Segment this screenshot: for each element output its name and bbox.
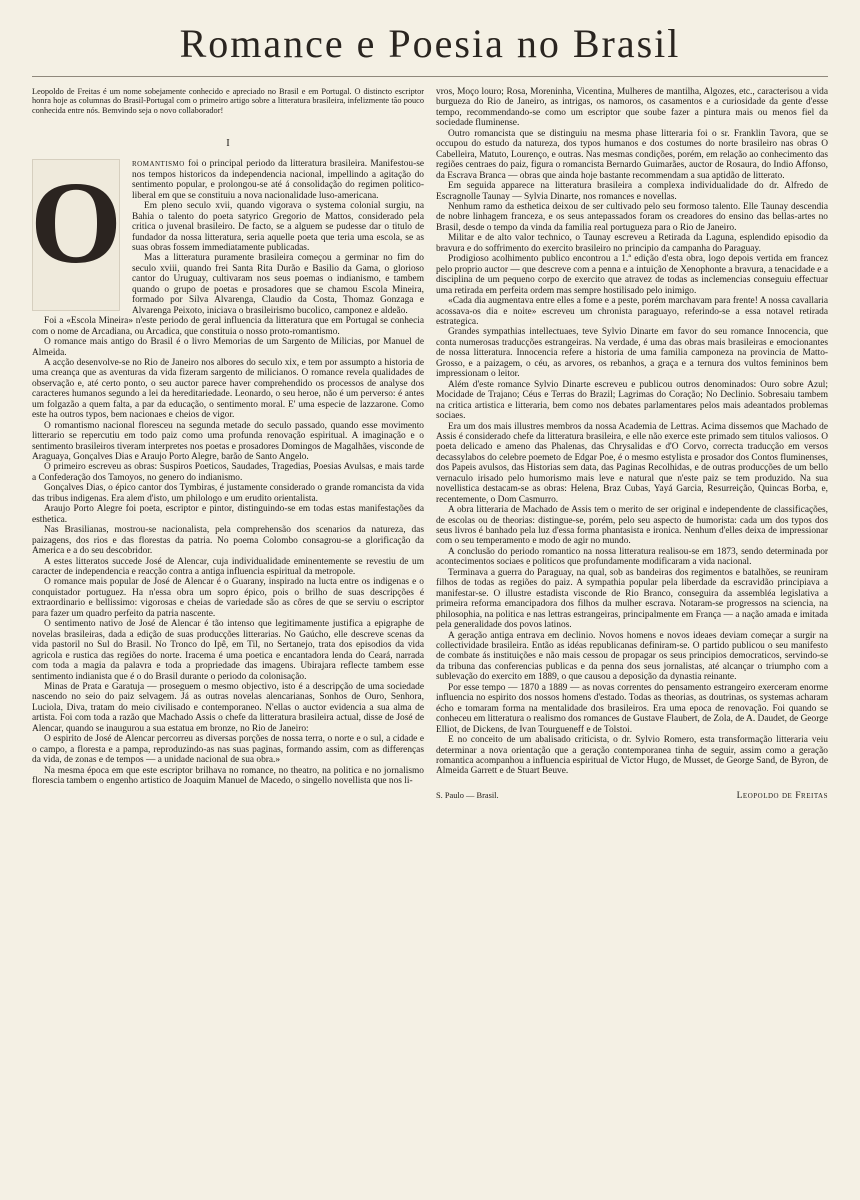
section-number: I — [226, 137, 230, 149]
title-rule — [32, 76, 828, 77]
article-paragraph: Na mesma época em que este escriptor brilhava no romance, no theatro, na politica e no jornalismo florescia tambem o engenho artistico de Joaquim Manuel de Macedo, o singello novellista que nos li- — [32, 765, 424, 787]
article-paragraph: Militar e de alto valor technico, o Taunay escreveu a Retirada da Laguna, esplendido episodio da bravura e do soffrimento do exercito brasileiro no principio da campanha do Paraguay. — [436, 233, 828, 254]
article-paragraph: Minas de Prata e Garatuja — proseguem o mesmo objectivo, isto é a descripção de uma sociedade nascendo no seio do paiz selvagem. Já as outras novelas alencarianas, Sonhos de Ouro, Senhora, Luciola, Diva, tratam do meio civilisado e contemporaneo. N'ellas o auctor evidencia a sua alma de artista. Foi com toda a razão que Machado Assis o chefe da litteratura brasileira actual, disse de José de Alencar, quando se inaugurou a sua estatua em bronze, no Rio de Janeiro: — [32, 682, 424, 734]
left-column — [32, 87, 424, 801]
article-paragraph: Nas Brasilianas, mostrou-se nacionalista, pela comprehensão dos scenarios da natureza, das paizagens, dos rios e das florestas da patria. No poema Colombo consagrou-se a glorificação da America e a do seu descobridor. — [32, 525, 424, 557]
article-columns — [32, 87, 828, 801]
article-paragraph: A conclusão do periodo romantico na nossa litteratura realisou-se em 1873, sendo determinada por acontecimentos sociaes e politicos que profundamente modificaram a vida nacional. — [436, 546, 828, 568]
article-paragraph: A acção desenvolve-se no Rio de Janeiro nos albores do seculo xix, e tem por assumpto a historia de uma creança que as aventuras da vida fizeram sargento de milicianos. O romance revela qualidades de observação e, até certo ponto, o seu auctor parece haver comprehendido os processos de analyse dos caracteres humanos segundo a lei da hereditariedade. Leonardo, o seu heroe, não é um perverso: é antes um folgazão a quem falta, a par da educação, o sentimento moral. E' uma especie de lazzarone. Como este ha outros typos, bem nacionaes e cheios de vigor. — [32, 357, 424, 421]
article-paragraph: Outro romancista que se distinguiu na mesma phase litteraria foi o sr. Franklin Tavora, que se occupou do estudo da natureza, dos typos humanos e dos costumes do norte brasileiro nas obras O Cabelleira, Matuto, Lourenço, e outras. Nas mesmas condições, porém, em relação ao conhecimento das regiões centraes do paiz, figura o romancista Bernardo Guimarães, auctor de Rosaura, do Indio Affonso, da Escrava Branca — obras que ainda hoje bastante recommendam a sua aptidão de litterato. — [436, 128, 828, 181]
signature-line — [436, 791, 828, 801]
dropcap-letter: O — [30, 157, 122, 289]
article-paragraph: Araujo Porto Alegre foi poeta, escriptor e pintor, distinguindo-se em todas estas manifestações da esthetica. — [32, 504, 424, 525]
article-paragraph: «Cada dia augmentava entre elles a fome e a peste, porém marchavam para frente! A nossa cavallaria acossava-os dia e noite» escreveu um chronista paraguayo, referindo-se a essa notavel retirada estrategica. — [436, 296, 828, 327]
article-paragraph: O romance mais antigo do Brasil é o livro Memorias de um Sargento de Milicias, por Manuel de Almeida. — [32, 337, 424, 358]
article-paragraph: Por esse tempo — 1870 a 1889 — as novas correntes do pensamento estrangeiro exerceram enorme influencia no espirito dos nossos homens d'estado. Todas as theorias, as doutrinas, os systemas acharam écho e tomaram forma na mentalidade dos brasileiros. Era uma epoca de renovação. Foi quando se conheceu em litteratura o realismo dos romances de Gustave Flaubert, de Zola, de A. Daudet, de George Elliot, de Dickens, de Ivan Tourgueneff e de Tolstoi. — [436, 682, 828, 735]
article-paragraph: Gonçalves Dias, o épico cantor dos Tymbiras, é justamente considerado o grande romancista da vida das tribus indigenas. Era alem d'isto, um philologo e um erudito orientalista. — [32, 483, 424, 504]
article-paragraph: O sentimento nativo de José de Alencar é tão intenso que legitimamente justifica a epigraphe de novelas brasileiras, dada a edição de suas producções litterarias. No Gaúcho, elle descreve scenas da vida pastoril no Sul do Brasil. No Tronco do Ipê, em Til, no Sertanejo, trata dos episodios da vida agricola e rustica das regiões do norte. Iracema é uma poetica e encantadora lenda do Ceará, narrada com toda a magia da palavra e toda a propriedade das imagens. Ubirajara reflecte tambem esse sentimento indianista que é o do Brasil durante o periodo da colonisação. — [32, 619, 424, 682]
article-paragraph: O romance mais popular de José de Alencar é o Guarany, inspirado na lucta entre os indigenas e o conquistador portuguez. Ha n'essa obra um sopro épico, pois o brilho de suas descripções é extraordinario e bellissimo: vigorosas e cheias de variedade são as côres de que se serviu o escriptor para fazer um quadro perfeito da patria nascente. — [32, 577, 424, 619]
article-paragraph: A estes litteratos succede José de Alencar, cuja individualidade eminentemente se revestiu de um caracter de independencia e reacção contra a antiga influencia espiritual da metropole. — [32, 556, 424, 578]
article-paragraph: Em pleno seculo xvii, quando vigorava o systema colonial surgiu, na Bahia o talento do poeta satyrico Gregorio de Mattos, considerado pela critica o juvenal brasileiro. De facto, se a alguem se pudesse dar o titulo de fundador da nossa litteratura, seria aquelle poeta que teria uma escola, se as suas obras fossem immediatamente publicadas. — [132, 201, 424, 253]
lead-word: romantismo — [132, 159, 185, 170]
article-paragraph: Nenhum ramo da esthetica deixou de ser cultivado pelo seu formoso talento. Elle Taunay descendia de nobre linhagem franceza, e os seus antepassados foram os creadores do ensino das bellas-artes no Brasil, desde o tempo da vinda da familia real portugueza para o Rio de Janeiro. — [436, 201, 828, 233]
article-paragraph: Era um dos mais illustres membros da nossa Academia de Lettras. Acima dissemos que Machado de Assis é considerado chefe da litteratura brasileira, e elle não exerce este primado sem titulos valiosos. O poeta delicado e ameno das Phalenas, das Chrysalidas e d'O Corvo, correcta traducção em versos decassylabos do celebre poemeto de Edgar Poe, é o mesmo estylista e prosador dos Contos fluminenses, dos Papeis avulsos, das Historias sem data, das Paginas Recolhidas, e de outras producções de um bello vernaculo irisado pelo humorismo mais leve e natural que n'este paiz se tem produzido. Na sua novellistica destacam-se as obras: Helena, Braz Cubas, Yayá Garcia, Resurreição, Quincas Borba, e, recentemente, o Dom Casmurro. — [436, 421, 828, 505]
article-paragraph: Grandes sympathias intellectuaes, teve Sylvio Dinarte em favor do seu romance Innocencia, que conta numerosas traducções estrangeiras. Na verdade, é uma das obras mais brasileiras e emocionantes de nossa litteratura. Innocencia refere a historia de uma familia camponeza na provincia de Matto-Grosso, e a paizagem, o céu, as arvores, os rebanhos, a graça e a ternura dos vultos femininos bem impressionam o leitor. — [436, 327, 828, 380]
article-paragraph: Além d'este romance Sylvio Dinarte escreveu e publicou outros denominados: Ouro sobre Azul; Mocidade de Trajano; Céus e Terras do Brazil; Lagrimas do Coração; No Declinio. Sobresaiu tambem na critica artistica e litteraria, bem como nos debates parlamentares pelos mais adeantados problemas sociaes. — [436, 379, 828, 422]
dropcap-illustration — [32, 159, 120, 311]
page-title: Romance e Poesia no Brasil — [179, 21, 681, 66]
author-name: Leopoldo de Freitas — [736, 789, 828, 801]
article-paragraph: Terminava a guerra do Paraguay, na qual, sob as bandeiras dos regimentos e batalhões, se reuniram filhos de todas as regiões do paiz. A sympathia popular pela liberdade da escravidão principiava a manifestar-se. O illustre estadista visconde de Rio Branco, conseguira da assembléa legislativa a primeira reforma emancipadora dos filhos da mulher escrava. Notaram-se progressos na sciencia, na philosophia, na politica e nas lettras estrangeiras, principalmente em França — a nação amada e imitada pela generalidade dos povos latinos. — [436, 567, 828, 631]
article-paragraph: O romantismo nacional floresceu na segunda metade do seculo passado, quando esse movimento litterario se repercutiu em todo paiz como uma profunda renovação espiritual. A imaginação e o sentimento brasileiros tiveram interpretes nos poetas e prosadores Domingos de Magalhães, visconde de Araguaya, Gonçalves Dias e Araujo Porto Alegre, barão de Santo Angelo. — [32, 420, 424, 463]
editor-intro: Leopoldo de Freitas é um nome sobejamente conhecido e apreciado no Brasil e em Portugal. O distincto escriptor honra hoje as columnas do Brasil-Portugal com o primeiro artigo sobre a litteratura brasileira, infelizmente tão pouco conhecida entre nós. Bemvindo seja o novo collaborador! — [32, 87, 424, 115]
paragraph-text: foi o principal periodo da litteratura brasileira. Manifestou-se nos tempos historicos da independencia nacional, impellindo a agitação do sentimento popular, e prolongou-se até á consolidação do regimen politico-liberal em que se constituiu a nova nacionalidade luso-americana. — [132, 159, 425, 201]
right-column — [436, 87, 828, 801]
dateline: S. Paulo — Brasil. — [436, 790, 499, 800]
article-paragraph: Mas a litteratura puramente brasileira começou a germinar no fim do seculo xviii, quando frei Santa Rita Durão e Basilio da Gama, o glorioso cantor do Uruguay, cultivaram nos seus poemas o indianismo, e tambem quando o grupo de poetas e prosadores que se chamou Escola Mineira, formado por Silva Alvarenga, Claudio da Costa, Thomaz Gonzaga e Alvarenga Peixoto, iniciava o brasileirismo bucolico, camponez e aldeão. — [132, 253, 424, 316]
article-paragraph: Prodigioso acolhimento publico encontrou a 1.ª edição d'esta obra, logo depois vertida em francez pelo proprio auctor — que descreve com a penna e a intuição de Xenophonte a bravura, a tenacidade e a disciplina de um pequeno corpo de exercito que atravez de todas as inclemencias conseguiu effectuar uma retirada em perfeita ordem mas sempre hostilisado pelo inimigo. — [436, 254, 828, 296]
article-paragraph: O primeiro escreveu as obras: Suspiros Poeticos, Saudades, Tragedias, Poesias Avulsas, e mais tarde a Confederação dos Tamoyos, no genero do indianismo. — [32, 462, 424, 483]
article-paragraph: A obra litteraria de Machado de Assis tem o merito de ser original e independente de classificações, de escolas ou de theorias: distingue-se, porém, pelo seu aspecto de humorista: cada um dos typos dos seus livros é banhado pela luz d'essa forma phantasista e ironica. Nenhum d'elles deixa de impressionar com o seu temperamento e modo de agir no mundo. — [436, 505, 828, 547]
article-paragraph: Em seguida apparece na litteratura brasileira a complexa individualidade do dr. Alfredo de Escragnolle Taunay — Sylvia Dinarte, nos romances e novellas. — [436, 181, 828, 202]
article-paragraph: vros, Moço louro; Rosa, Moreninha, Vicentina, Mulheres de mantilha, Algozes, etc., caracterisou a vida burgueza do Rio de Janeiro, as intrigas, os namoros, os casamentos e a curiosidade da gente d'esse tempo, recommendando-se como um escriptor que soube fazer a pintura mais ou menos fiel da sociedade fluminense. — [436, 87, 828, 129]
article-paragraph: Foi a «Escola Mineira» n'este periodo de geral influencia da litteratura que em Portugal se conhecia com o nome de Arcadiana, ou Arcadica, que constituia o nosso proto-romantismo. — [32, 316, 424, 337]
article-paragraph: E no conceito de um abalisado criticista, o dr. Sylvio Romero, esta transformação litteraria veiu determinar a nova orientação que a geração contemporanea tinha de seguir, assim como a geração romantica acompanhou a influencia espiritual de Victor Hugo, de Musset, de George Sand, de Byron, de Almeida Garrett e de Stuart Beuve. — [436, 735, 828, 777]
article-paragraph: A geração antiga entrava em declinio. Novos homens e novos ideaes deviam começar a surgir na collectividade brasileira. Então as idéas republicanas definiram-se. O partido publicou o seu manifesto de combate ás instituições e não mais cessou de propagar os seus principios democraticos, servindo-se da tribuna das conferencias publicas e da penna dos seus jornalistas, até alcançar o triumpho com a sublevação do exercito em 1889, o que causou a deposição da dynastia reinante. — [436, 630, 828, 683]
article-paragraph: O espirito de José de Alencar percorreu as diversas porções de nossa terra, o norte e o sul, a cidade e o campo, a floresta e a pampa, reproduzindo-as nas suas paginas, formando assim, com as differenças da vida, de zonas e de tempos — a unidade nacional de sua obra.» — [32, 734, 424, 766]
